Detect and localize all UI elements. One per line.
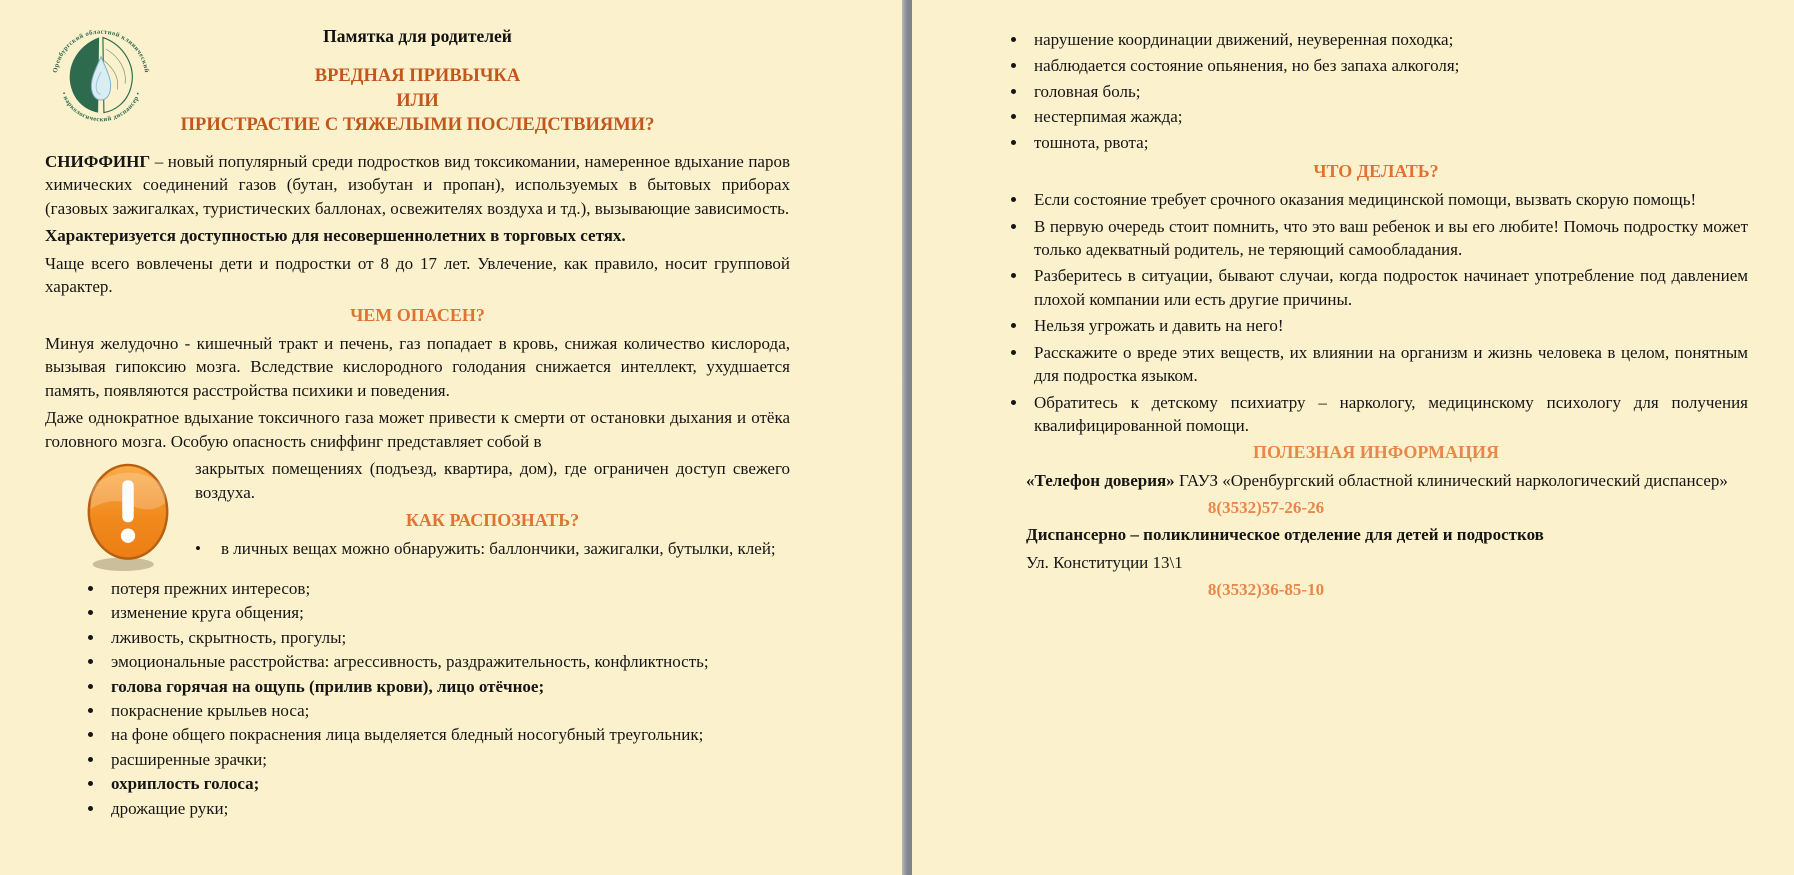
right-page bbox=[912, 0, 1794, 875]
symptom-item: • наблюдается состояние опьянения, но без запаха алкоголя; bbox=[1028, 56, 1748, 77]
bullet-dot: • bbox=[195, 539, 201, 558]
advice-item: • Обратитесь к детскому психиатру – наркологу, медицинскому психологу для получения квалифицированной помощи. bbox=[1028, 391, 1748, 437]
department-name: Диспансерно – поликлиническое отделение для детей и подростков bbox=[1026, 525, 1544, 545]
recognize-first-text: в личных вещах можно обнаружить: баллончики, зажигалки, бутылки, клей; bbox=[221, 539, 776, 558]
sign-item: • покраснение крыльев носа; bbox=[105, 701, 790, 722]
symptom-item: • нарушение координации движений, неуверенная походка; bbox=[1028, 30, 1748, 51]
advice-item: • Если состояние требует срочного оказания медицинской помощи, вызвать скорую помощь! bbox=[1028, 188, 1748, 211]
section-what-to-do-heading: ЧТО ДЕЛАТЬ? bbox=[1313, 160, 1439, 181]
hotline-label: «Телефон доверия» bbox=[1026, 471, 1175, 491]
clinic-logo-icon bbox=[48, 20, 154, 130]
warning-block bbox=[45, 457, 790, 577]
department-phone-number: 8(3532)36-85-10 bbox=[1207, 580, 1325, 600]
clinic-logo bbox=[48, 20, 154, 130]
advice-item: • Расскажите о вреде этих веществ, их влиянии на организм и жизнь человека в целом, понятным для подростка языком. bbox=[1028, 341, 1748, 387]
section-info-heading: ПОЛЕЗНАЯ ИНФОРМАЦИЯ bbox=[1252, 442, 1500, 463]
department-address: Ул. Конституции 13\1 bbox=[1026, 552, 1183, 572]
sign-item: • дрожащие руки; bbox=[105, 799, 790, 820]
exclamation-bar bbox=[122, 480, 133, 522]
section-danger-heading: ЧЕМ ОПАСЕН? bbox=[350, 304, 485, 325]
recognize-first-item bbox=[195, 537, 790, 561]
main-title-line-3: ПРИСТРАСТИЕ С ТЯЖЕЛЫМИ ПОСЛЕДСТВИЯМИ? bbox=[180, 115, 655, 135]
intro-paragraph bbox=[45, 150, 790, 221]
sign-item: • потеря прежних интересов; bbox=[105, 579, 790, 600]
sign-item: • охриплость голоса; bbox=[105, 774, 790, 795]
danger-paragraph-2b: закрытых помещениях (подъезд, квартира, дом), где ограничен доступ свежего воздуха. bbox=[195, 459, 790, 502]
page-divider bbox=[902, 0, 912, 875]
logo-top-text: Оренбургский областной клинический bbox=[51, 28, 151, 74]
main-title bbox=[45, 64, 790, 138]
sign-item: • лживость, скрытность, прогулы; bbox=[105, 628, 790, 649]
intro-term: СНИФФИНГ bbox=[45, 151, 151, 171]
section-recognize-heading: КАК РАСПОЗНАТЬ? bbox=[405, 510, 580, 530]
danger-paragraph-2a: Даже однократное вдыхание токсичного газа может привести к смерти от остановки дыхания и отёка головного мозга. Особую опасность сниффинг представляет собой в bbox=[45, 408, 790, 451]
page-title: Памятка для родителей bbox=[323, 26, 512, 46]
symptom-item: • нестерпимая жажда; bbox=[1028, 107, 1748, 128]
hotline-paragraph bbox=[1026, 469, 1748, 493]
sign-item: • эмоциональные расстройства: агрессивность, раздражительность, конфликтность; bbox=[105, 652, 790, 673]
warning-shadow bbox=[93, 558, 154, 571]
sign-item: • на фоне общего покраснения лица выделяется бледный носогубный треугольник; bbox=[105, 725, 790, 746]
danger-paragraph-1: Минуя желудочно - кишечный тракт и печень, газ попадает в кровь, снижая количество кислорода, вызывая гипоксию мозга. Вследствие кислородного голодания снижается интеллект, ухудшается память, появляются расстройства психики и поведения. bbox=[45, 333, 790, 400]
advice-item: • В первую очередь стоит помнить, что это ваш ребенок и вы его любите! Помочь подростку может только адекватный родитель, не теряющий самообладания. bbox=[1028, 215, 1748, 261]
advice-item: • Разберитесь в ситуации, бывают случаи, когда подросток начинает употребление под давлением плохой компании или есть другие причины. bbox=[1028, 264, 1748, 310]
advice-list bbox=[1004, 188, 1748, 437]
hotline-phone-number: 8(3532)57-26-26 bbox=[1207, 497, 1325, 517]
intro-text: – новый популярный среди подростков вид токсикомании, намеренное вдыхание паров химических соединений газов (бутан, изобутан и пропан), используемых в бытовых приборах (газовых зажигалках, туристических баллонах, освежителях воздуха и тд.), вызывающие зависимость. bbox=[45, 151, 790, 218]
symptom-item: • головная боль; bbox=[1028, 82, 1748, 103]
involved-paragraph: Чаще всего вовлечены дети и подростки от 8 до 17 лет. Увлечение, как правило, носит групповой характер. bbox=[45, 253, 790, 296]
exclamation-dot bbox=[121, 528, 135, 542]
advice-item: • Нельзя угрожать и давить на него! bbox=[1028, 314, 1748, 337]
sign-item: • голова горячая на ощупь (прилив крови), лицо отёчное; bbox=[105, 677, 790, 698]
main-title-line-2: ИЛИ bbox=[396, 90, 439, 111]
main-title-line-1: ВРЕДНАЯ ПРИВЫЧКА bbox=[314, 66, 521, 86]
sign-item: • расширенные зрачки; bbox=[105, 750, 790, 771]
symptom-item: • тошнота, рвота; bbox=[1028, 133, 1748, 154]
sign-item: • изменение круга общения; bbox=[105, 603, 790, 624]
signs-list bbox=[45, 579, 790, 819]
hotline-org: ГАУЗ «Оренбургский областной клинический наркологический диспансер» bbox=[1174, 471, 1728, 491]
logo-bottom-text: • наркологический диспансер • bbox=[59, 91, 143, 124]
symptoms-list bbox=[1004, 30, 1748, 154]
accessibility-note: Характеризуется доступностью для несовершеннолетних в торговых сетях. bbox=[45, 226, 626, 245]
warning-icon bbox=[85, 461, 171, 577]
